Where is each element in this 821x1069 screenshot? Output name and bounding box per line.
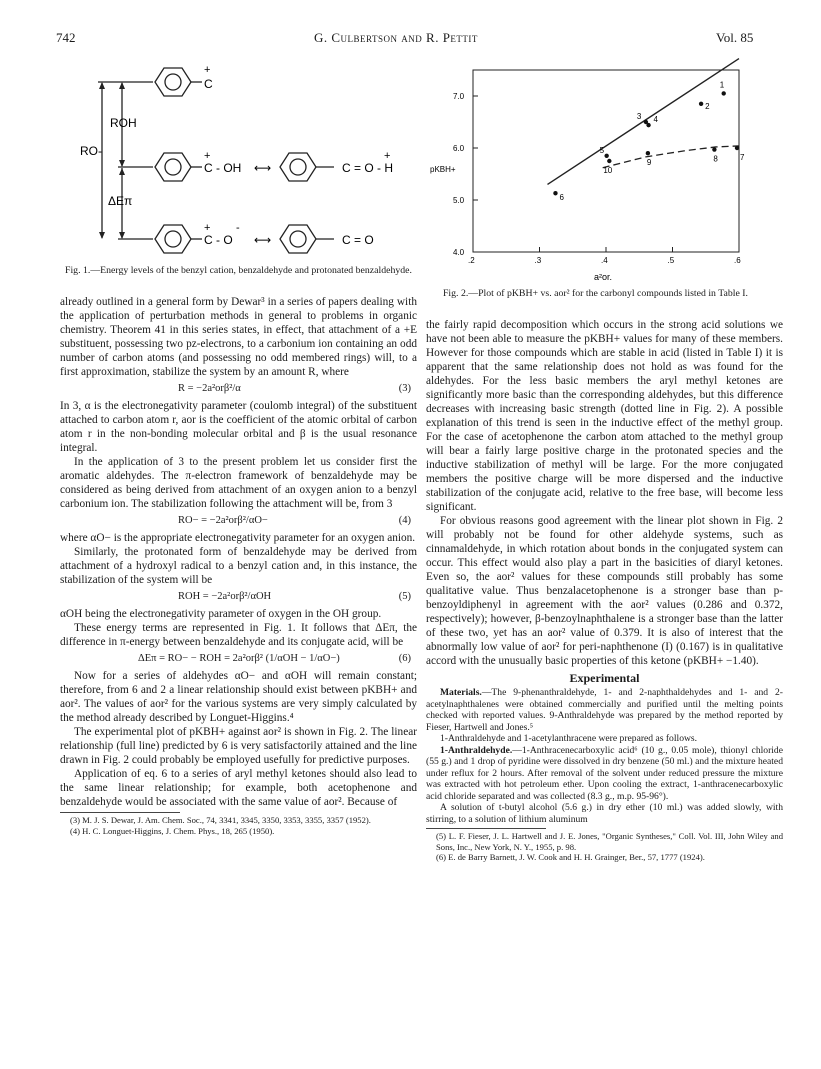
- footnote-6: (6) E. de Barry Barnett, J. W. Cook and H. H. Grainger, Ber., 57, 1777 (1924).: [436, 852, 705, 862]
- data-point-8: [712, 147, 716, 151]
- paragraph: These energy terms are represented in Fig. 1. It follows that ΔEπ, the difference in π-energy between benzaldehyde and its conjugate acid, will be: [60, 622, 417, 648]
- y-tick-label: 5.0: [453, 196, 465, 205]
- data-point-4: [646, 123, 650, 127]
- data-point-label: 7: [740, 153, 745, 162]
- data-point-7: [735, 146, 739, 150]
- y-tick-label: 6.0: [453, 144, 465, 153]
- section-title: Experimental: [569, 671, 640, 685]
- figure-2-caption: Fig. 2.—Plot of pKBH+ vs. aor² for the carbonyl compounds listed in Table I.: [442, 288, 748, 299]
- right-column: [426, 318, 783, 863]
- data-point-label: 8: [713, 154, 718, 164]
- fig1-label-roh: ROH: [110, 116, 137, 130]
- footnote-4: (4) H. C. Longuet-Higgins, J. Chem. Phys., 18, 265 (1950).: [70, 825, 275, 836]
- x-axis-label: a²or.: [594, 272, 613, 282]
- equation-5: ROH = −2a²orβ²/αOH (5): [178, 591, 411, 602]
- paragraph: already outlined in a general form by Dewar³ in a series of papers dealing with the application of perturbation methods in general to problems in organic chemistry. Theorem 41 in this series states, in effect, that attachment of a +E substituent, possessing two pz-electrons, to a carbonium ion containing an odd number of carbon atoms (and possessing no odd membered rings) will, to a first approximation, stabilize the system by an amount R, where: [60, 296, 417, 378]
- paragraph: For obvious reasons good agreement with the linear plot shown in Fig. 2 will probably not be found for other aldehyde systems, such as cinnamaldehyde, in which rotation about bonds in the conjugated system can occur. This effect would also play a part in the basicities of diaryl ketones. Even so, the aor² values for these compounds still probably has some qualitative value. Thus benzalacetophenone is a stronger base than p-benzoyldiphenyl in agreement with the aor² values (0.286 and 0.372, respectively); however, β-benzoylnaphthalene is a stronger base than the latter of these two, yet has an aor² value of 0.379. It is also of interest that the abnormally low value of aor² for peri-naphthenone (I) (0.167) is in qualitative accord with the unusually basic properties of this ketone (pKBH+ −1.40).: [426, 515, 783, 667]
- footnote-5: (5) L. F. Fieser, J. L. Hartwell and J. E. Jones, "Organic Syntheses," Coll. Vol. III, John Wiley and Sons, Inc., New York, N. Y., 1955, p. 98.: [436, 831, 783, 852]
- y-tick-label: 4.0: [453, 248, 465, 257]
- data-point-label: 5: [599, 145, 605, 155]
- data-point-label: 6: [559, 193, 564, 203]
- fig1-label-delta: ΔEπ: [108, 194, 133, 208]
- data-point-1: [722, 91, 726, 95]
- data-point-label: 2: [705, 101, 710, 111]
- fit-line: [547, 59, 739, 185]
- paragraph: The experimental plot of pKBH+ against aor² is shown in Fig. 2. The linear relationship (full line) predicted by 6 is very satisfactorily attained and the line drawn in Fig. 2 could probably be employed usefully for predictive purposes.: [60, 726, 417, 766]
- x-tick-label: .2: [468, 256, 475, 265]
- fig1-label-ro: RO-: [80, 144, 102, 158]
- data-point-2: [699, 102, 703, 106]
- fig1-arrow-2: ⟷: [254, 233, 272, 247]
- paragraph: 1-Anthraldehyde and 1-acetylanthracene were prepared as follows.: [440, 733, 698, 744]
- fig1-plus-3: +: [384, 150, 391, 162]
- x-tick-label: .5: [667, 256, 675, 265]
- data-point-9: [646, 151, 650, 155]
- data-point-10: [607, 159, 611, 163]
- fig1-plus-4: +: [204, 222, 211, 234]
- paragraph: where αO− is the appropriate electronegativity parameter for an oxygen anion.: [60, 532, 416, 544]
- fig1-co-minus: C - O: [204, 233, 233, 247]
- page-number: 742: [56, 30, 76, 45]
- y-tick-label: 7.0: [453, 92, 465, 101]
- figure-2-chart: [428, 55, 763, 288]
- data-point-label: 9: [646, 158, 652, 168]
- x-tick-label: .4: [601, 256, 608, 265]
- paragraph: In the application of 3 to the present problem let us consider first the aromatic aldehydes. The π-electron framework of benzaldehyde may be considered as being derived from attachment of an oxygen anion to a benzyl carbonium ion. The stabilization following the attachment will be, from 3: [60, 456, 417, 510]
- x-tick-label: .6: [734, 256, 741, 265]
- data-point-label: 3: [636, 112, 642, 121]
- dashed-trend: [603, 146, 739, 168]
- fig1-arrow-1: ⟷: [254, 161, 272, 175]
- paragraph: 1-Anthraldehyde.—1-Anthracenecarboxylic acid⁶ (10 g., 0.05 mole), thionyl chloride (55 g.) and 1 drop of pyridine were dissolved in dry benzene (50 ml.) and the mixture heated under reflux for 2 hours. After removal of the solvent under reduced pressure the mixture was extracted with hot petroleum ether. Upon cooling the extract, 1-anthracenecarboxylic acid chloride separated and was collected (8.3 g., m.p. 95-96°).: [426, 744, 783, 802]
- fig1-c-oh: C - OH: [204, 161, 242, 175]
- footnote-rule: [426, 828, 546, 829]
- fig1-plus-2: +: [204, 150, 211, 162]
- footnote-rule: [60, 812, 180, 813]
- left-column: [60, 295, 417, 836]
- equation-3: R = −2a²orβ²/α (3): [178, 383, 411, 394]
- fig1-co-oh: C = O - H: [342, 161, 394, 175]
- equation-4: RO− = −2a²orβ²/αO− (4): [178, 515, 411, 526]
- paragraph: A solution of t-butyl alcohol (5.6 g.) in dry ether (10 ml.) was added slowly, with stirring, to a solution of lithium aluminum: [426, 802, 783, 825]
- running-head-authors: G. Culbertson and R. Pettit: [314, 30, 478, 45]
- paragraph: Materials.—The 9-phenanthraldehyde, 1- and 2-naphthaldehydes and 1- and 2-acetylnaphthalenes were obtained commercially and purified until the melting points checked with reported values. 9-Anthraldehyde was prepared by the method reported by Fieser, Hartwell and Jones.⁵: [426, 687, 783, 733]
- fig1-c-cation: C: [204, 77, 213, 91]
- paragraph: In 3, α is the electronegativity parameter (coulomb integral) of the substituent attached to carbon atom r, aor is the coefficient of the atomic orbital of carbon atom r in the non-bonding molecular orbital and β is the usual resonance integral.: [60, 400, 417, 454]
- paragraph: the fairly rapid decomposition which occurs in the strong acid solutions we have not been able to measure the pKBH+ values for many of these members. However for those compounds which are stable in acid (listed in Table I) it is apparent that the same relationship does not hold as was found for the aldehydes. For the less basic members the aryl methyl ketones are significantly more basic than the corresponding aldehydes, but this difference decreases with increasing basic strength (dotted line in Fig. 2). A possible explanation of this trend is seen in the inductive effect of the methyl group. For the case of acetophenone the carbon atom attached to the methyl group will bear a fairly large positive charge in the protonated species and the inductive stabilization of methyl will be large. For the more conjugated members the positive charge will be more dispersed and the inductive stabilization of the conjugate acid, relative to the free base, will become less significant.: [426, 319, 783, 513]
- figure-1: [58, 55, 418, 265]
- fig1-minus-1: -: [236, 222, 240, 234]
- fig1-plus-1: +: [204, 64, 211, 76]
- x-tick-label: .3: [534, 256, 542, 265]
- figure-1-caption: Fig. 1.—Energy levels of the benzyl cation, benzaldehyde and protonated benzaldehyde.: [65, 265, 412, 276]
- paragraph: αOH being the electronegativity parameter of oxygen in the OH group.: [60, 608, 382, 620]
- data-point-label: 4: [653, 115, 659, 125]
- paragraph: Similarly, the protonated form of benzaldehyde may be derived from attachment of a hydroxyl radical to a benzyl cation and, in this instance, the stabilization of the system will be: [60, 546, 417, 586]
- fig1-co: C = O: [342, 233, 374, 247]
- paragraph: Application of eq. 6 to a series of aryl methyl ketones should also lead to the same linear relationship; for example, both acetophenone and benzaldehyde would be associated with the same value of aor². Because of: [60, 768, 417, 808]
- plot-frame: [473, 70, 739, 252]
- data-point-6: [553, 191, 557, 195]
- footnote-3: (3) M. J. S. Dewar, J. Am. Chem. Soc., 74, 3341, 3345, 3350, 3353, 3355, 3357 (1952).: [70, 815, 371, 825]
- equation-6: ΔEπ = RO− − ROH = 2a²orβ² (1/αOH − 1/αO−) (6): [138, 653, 411, 664]
- paragraph: Now for a series of aldehydes αO− and αOH will remain constant; therefore, from 6 and 2 a linear relationship should exist between pKBH+ and aor². The values of aor² for the various systems are very simply calculated by the method already described by Longuet-Higgins.⁴: [60, 670, 417, 724]
- data-point-label: 1: [719, 80, 725, 90]
- data-point-5: [604, 154, 608, 158]
- data-point-label: 10: [603, 166, 613, 175]
- volume-label: Vol. 85: [716, 30, 754, 45]
- y-axis-label: pKBH+: [430, 165, 456, 174]
